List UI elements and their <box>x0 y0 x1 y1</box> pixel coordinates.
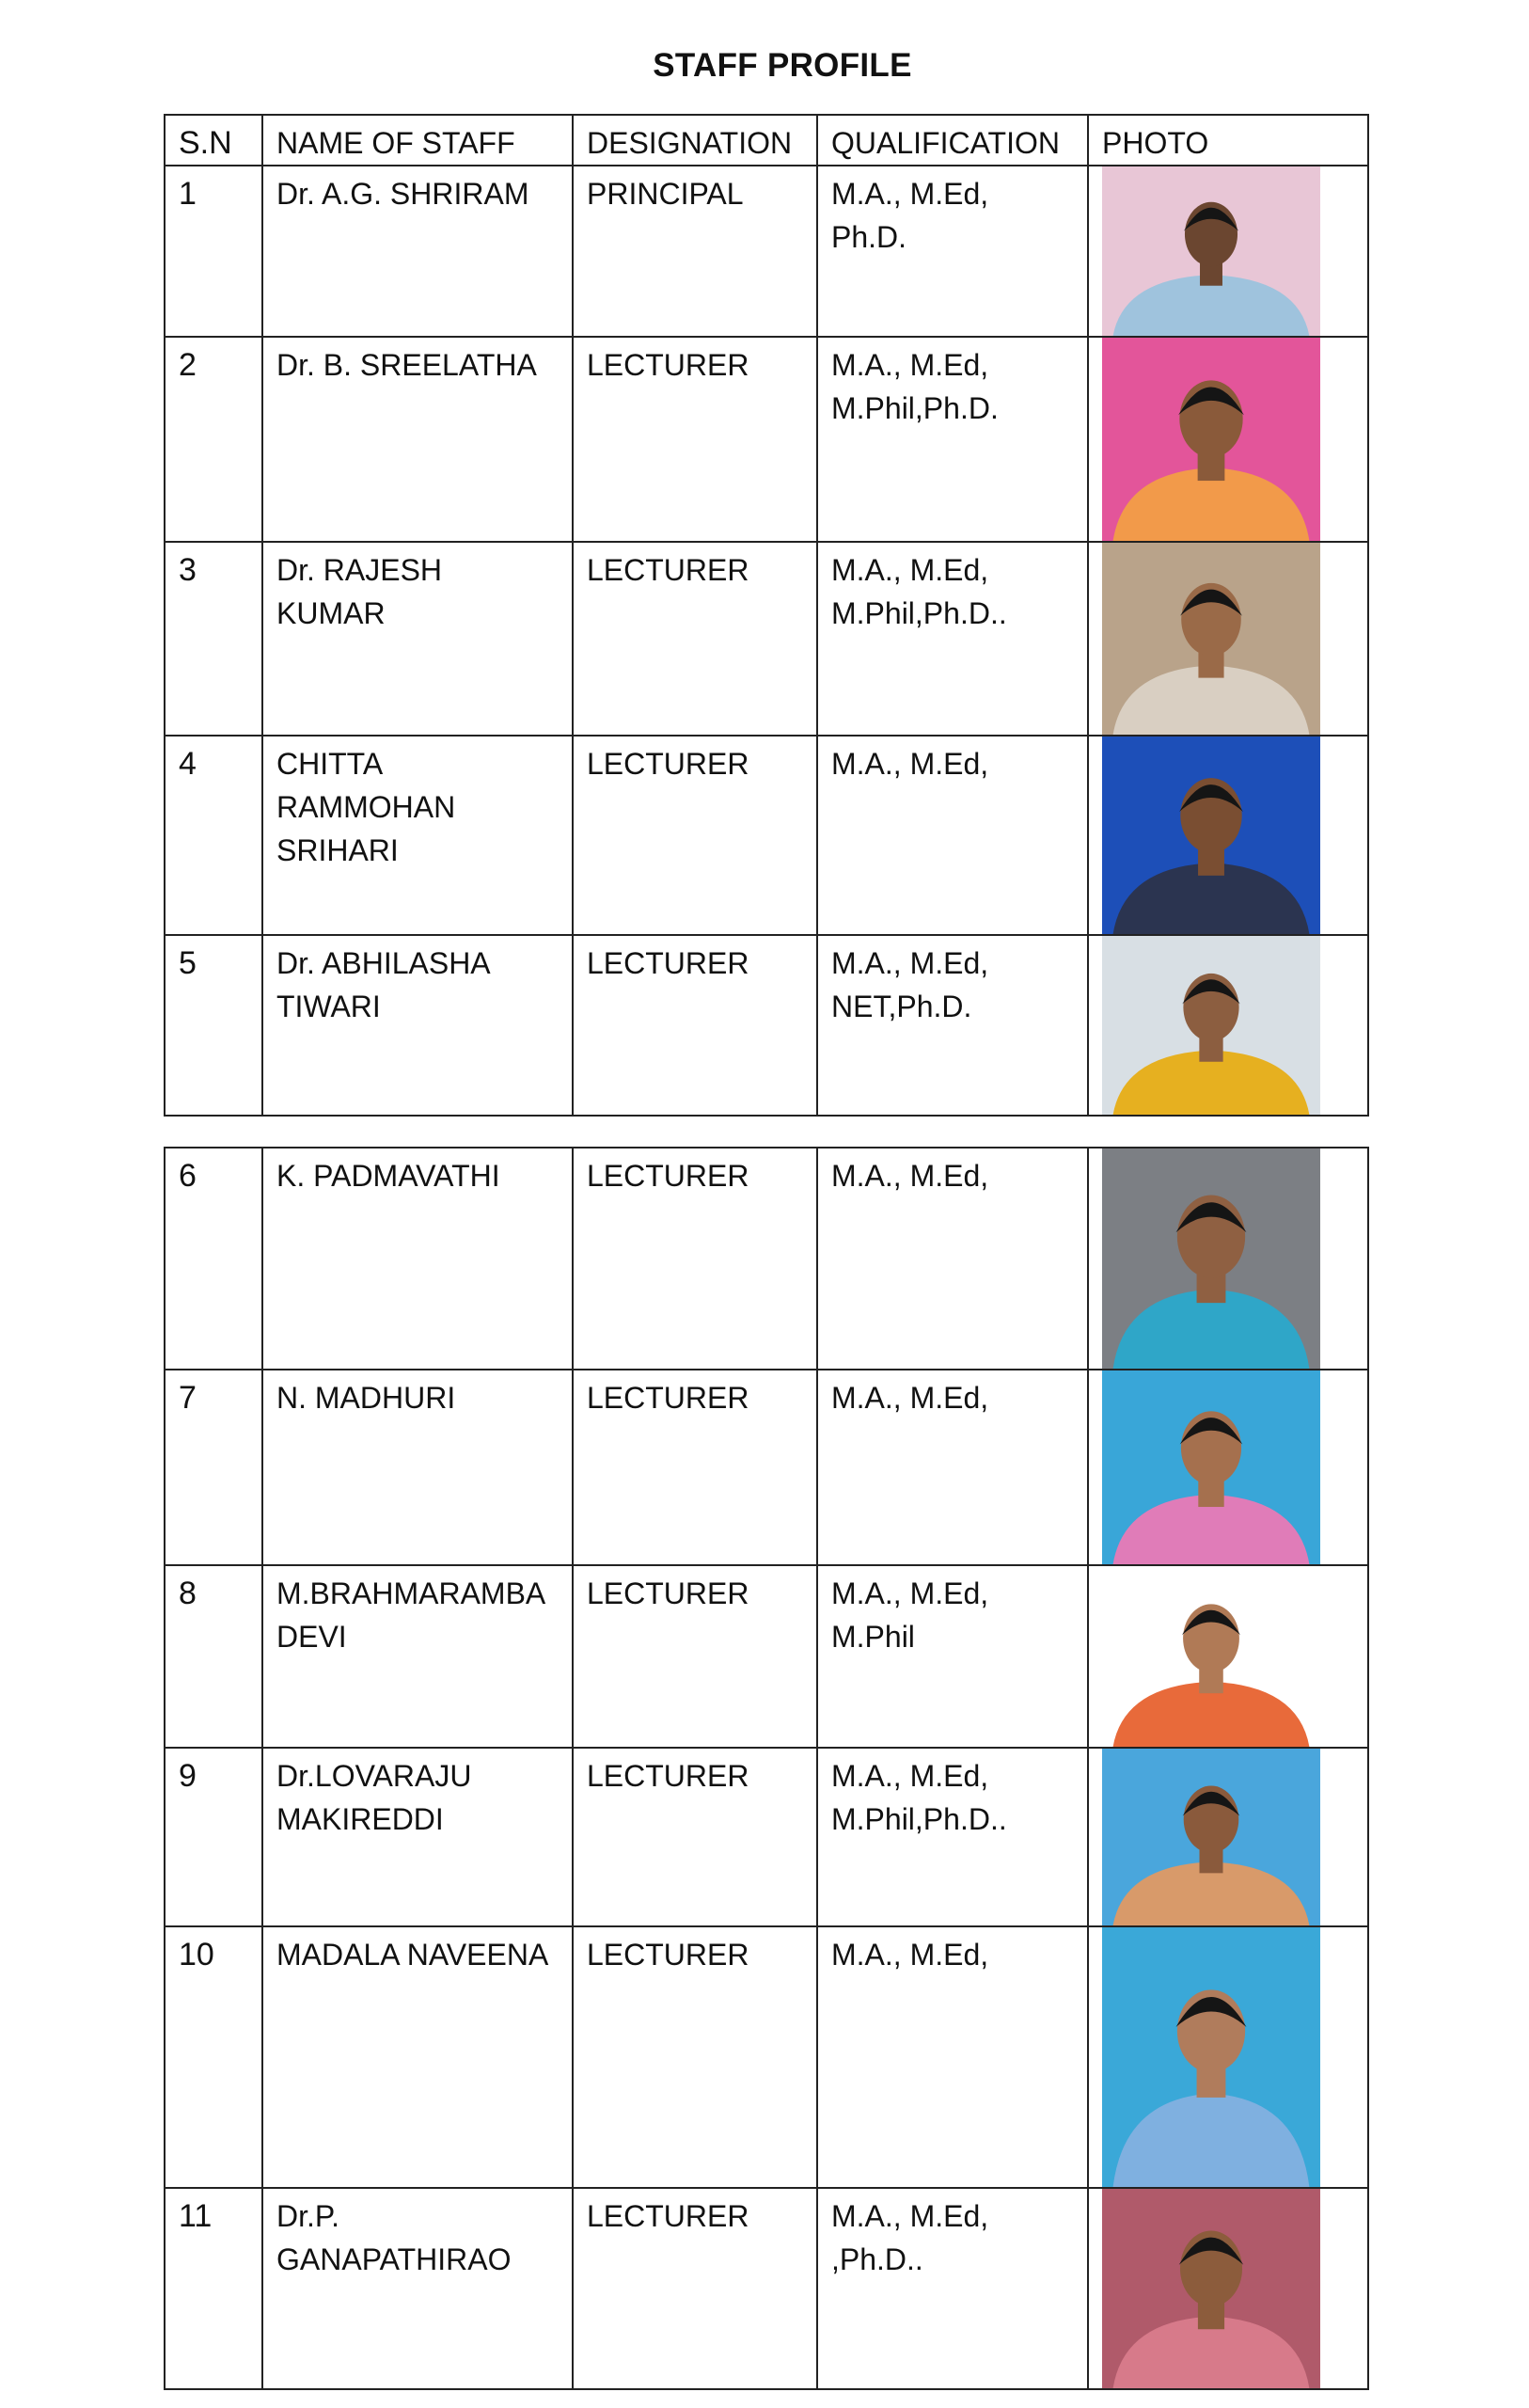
portrait-photo <box>1102 543 1320 735</box>
photo-cell <box>1088 542 1368 736</box>
designation-cell: LECTURER <box>573 935 817 1116</box>
qualification-cell: M.A., M.Ed, M.Phil,Ph.D. <box>817 337 1088 542</box>
portrait-photo <box>1102 1927 1320 2187</box>
table-header-row <box>165 115 1368 166</box>
qualification-cell: M.A., M.Ed, M.Phil,Ph.D.. <box>817 1748 1088 1926</box>
designation-cell: PRINCIPAL <box>573 166 817 337</box>
designation-cell: LECTURER <box>573 337 817 542</box>
serial-number-cell: 1 <box>165 166 262 337</box>
serial-number-cell: 4 <box>165 736 262 935</box>
designation-cell: LECTURER <box>573 736 817 935</box>
designation-cell: LECTURER <box>573 1926 817 2188</box>
photo-frame <box>1102 2189 1367 2388</box>
photo-frame <box>1102 1370 1367 1564</box>
photo-cell <box>1088 2188 1368 2389</box>
designation-cell: LECTURER <box>573 1148 817 1370</box>
serial-number-cell: 10 <box>165 1926 262 2188</box>
staff-name-cell: M.BRAHMARAMBA DEVI <box>262 1565 573 1748</box>
staff-name-cell: Dr.P. GANAPATHIRAO <box>262 2188 573 2389</box>
header-designation: DESIGNATION <box>573 115 817 166</box>
portrait-photo <box>1102 166 1320 336</box>
photo-frame <box>1102 338 1367 541</box>
photo-cell <box>1088 1748 1368 1926</box>
serial-number-cell: 8 <box>165 1565 262 1748</box>
portrait-photo <box>1102 936 1320 1115</box>
table-row <box>165 542 1368 736</box>
table-row <box>165 1370 1368 1565</box>
staff-name-cell: Dr. A.G. SHRIRAM <box>262 166 573 337</box>
serial-number-cell: 9 <box>165 1748 262 1926</box>
portrait-photo <box>1102 1370 1320 1564</box>
serial-number-cell: 3 <box>165 542 262 736</box>
portrait-photo <box>1102 1749 1320 1925</box>
photo-cell <box>1088 337 1368 542</box>
table-row <box>165 337 1368 542</box>
qualification-cell: M.A., M.Ed, <box>817 1926 1088 2188</box>
photo-cell <box>1088 1926 1368 2188</box>
staff-name-cell: CHITTA RAMMOHAN SRIHARI <box>262 736 573 935</box>
staff-name-cell: N. MADHURI <box>262 1370 573 1565</box>
qualification-cell: M.A., M.Ed, <box>817 1148 1088 1370</box>
header-name: NAME OF STAFF <box>262 115 573 166</box>
photo-cell <box>1088 736 1368 935</box>
designation-cell: LECTURER <box>573 1748 817 1926</box>
serial-number-cell: 7 <box>165 1370 262 1565</box>
photo-cell <box>1088 935 1368 1116</box>
photo-frame <box>1102 1927 1367 2187</box>
photo-cell <box>1088 1148 1368 1370</box>
portrait-photo <box>1102 2189 1320 2388</box>
portrait-photo <box>1102 737 1320 934</box>
portrait-photo <box>1102 338 1320 541</box>
photo-frame <box>1102 737 1367 934</box>
photo-frame <box>1102 1149 1367 1369</box>
table-row <box>165 736 1368 935</box>
qualification-cell: M.A., M.Ed, <box>817 1370 1088 1565</box>
qualification-cell: M.A., M.Ed, M.Phil,Ph.D.. <box>817 542 1088 736</box>
staff-name-cell: Dr.LOVARAJU MAKIREDDI <box>262 1748 573 1926</box>
staff-table-2 <box>164 1147 1369 2390</box>
staff-name-cell: Dr. RAJESH KUMAR <box>262 542 573 736</box>
qualification-cell: M.A., M.Ed, ,Ph.D.. <box>817 2188 1088 2389</box>
photo-frame <box>1102 1749 1367 1925</box>
qualification-cell: M.A., M.Ed, <box>817 736 1088 935</box>
portrait-photo <box>1102 1149 1320 1369</box>
photo-cell <box>1088 1565 1368 1748</box>
designation-cell: LECTURER <box>573 2188 817 2389</box>
qualification-cell: M.A., M.Ed, NET,Ph.D. <box>817 935 1088 1116</box>
table-row <box>165 1748 1368 1926</box>
staff-name-cell: Dr. ABHILASHA TIWARI <box>262 935 573 1116</box>
photo-frame <box>1102 166 1367 336</box>
serial-number-cell: 6 <box>165 1148 262 1370</box>
header-sn: S.N <box>165 115 262 166</box>
staff-name-cell: Dr. B. SREELATHA <box>262 337 573 542</box>
header-photo: PHOTO <box>1088 115 1368 166</box>
photo-frame <box>1102 543 1367 735</box>
table-row <box>165 1926 1368 2188</box>
header-qualification: QUALIFICATION <box>817 115 1088 166</box>
table-row <box>165 1565 1368 1748</box>
table-row <box>165 1148 1368 1370</box>
serial-number-cell: 2 <box>165 337 262 542</box>
table-row <box>165 2188 1368 2389</box>
staff-name-cell: MADALA NAVEENA <box>262 1926 573 2188</box>
photo-cell <box>1088 166 1368 337</box>
photo-cell <box>1088 1370 1368 1565</box>
staff-name-cell: K. PADMAVATHI <box>262 1148 573 1370</box>
serial-number-cell: 11 <box>165 2188 262 2389</box>
designation-cell: LECTURER <box>573 1565 817 1748</box>
table-row <box>165 935 1368 1116</box>
page-title: STAFF PROFILE <box>653 47 912 84</box>
qualification-cell: M.A., M.Ed, M.Phil <box>817 1565 1088 1748</box>
designation-cell: LECTURER <box>573 1370 817 1565</box>
staff-table-1 <box>164 114 1369 1117</box>
designation-cell: LECTURER <box>573 542 817 736</box>
portrait-photo <box>1102 1566 1320 1747</box>
serial-number-cell: 5 <box>165 935 262 1116</box>
qualification-cell: M.A., M.Ed, Ph.D. <box>817 166 1088 337</box>
photo-frame <box>1102 1566 1367 1747</box>
table-row <box>165 166 1368 337</box>
photo-frame <box>1102 936 1367 1115</box>
